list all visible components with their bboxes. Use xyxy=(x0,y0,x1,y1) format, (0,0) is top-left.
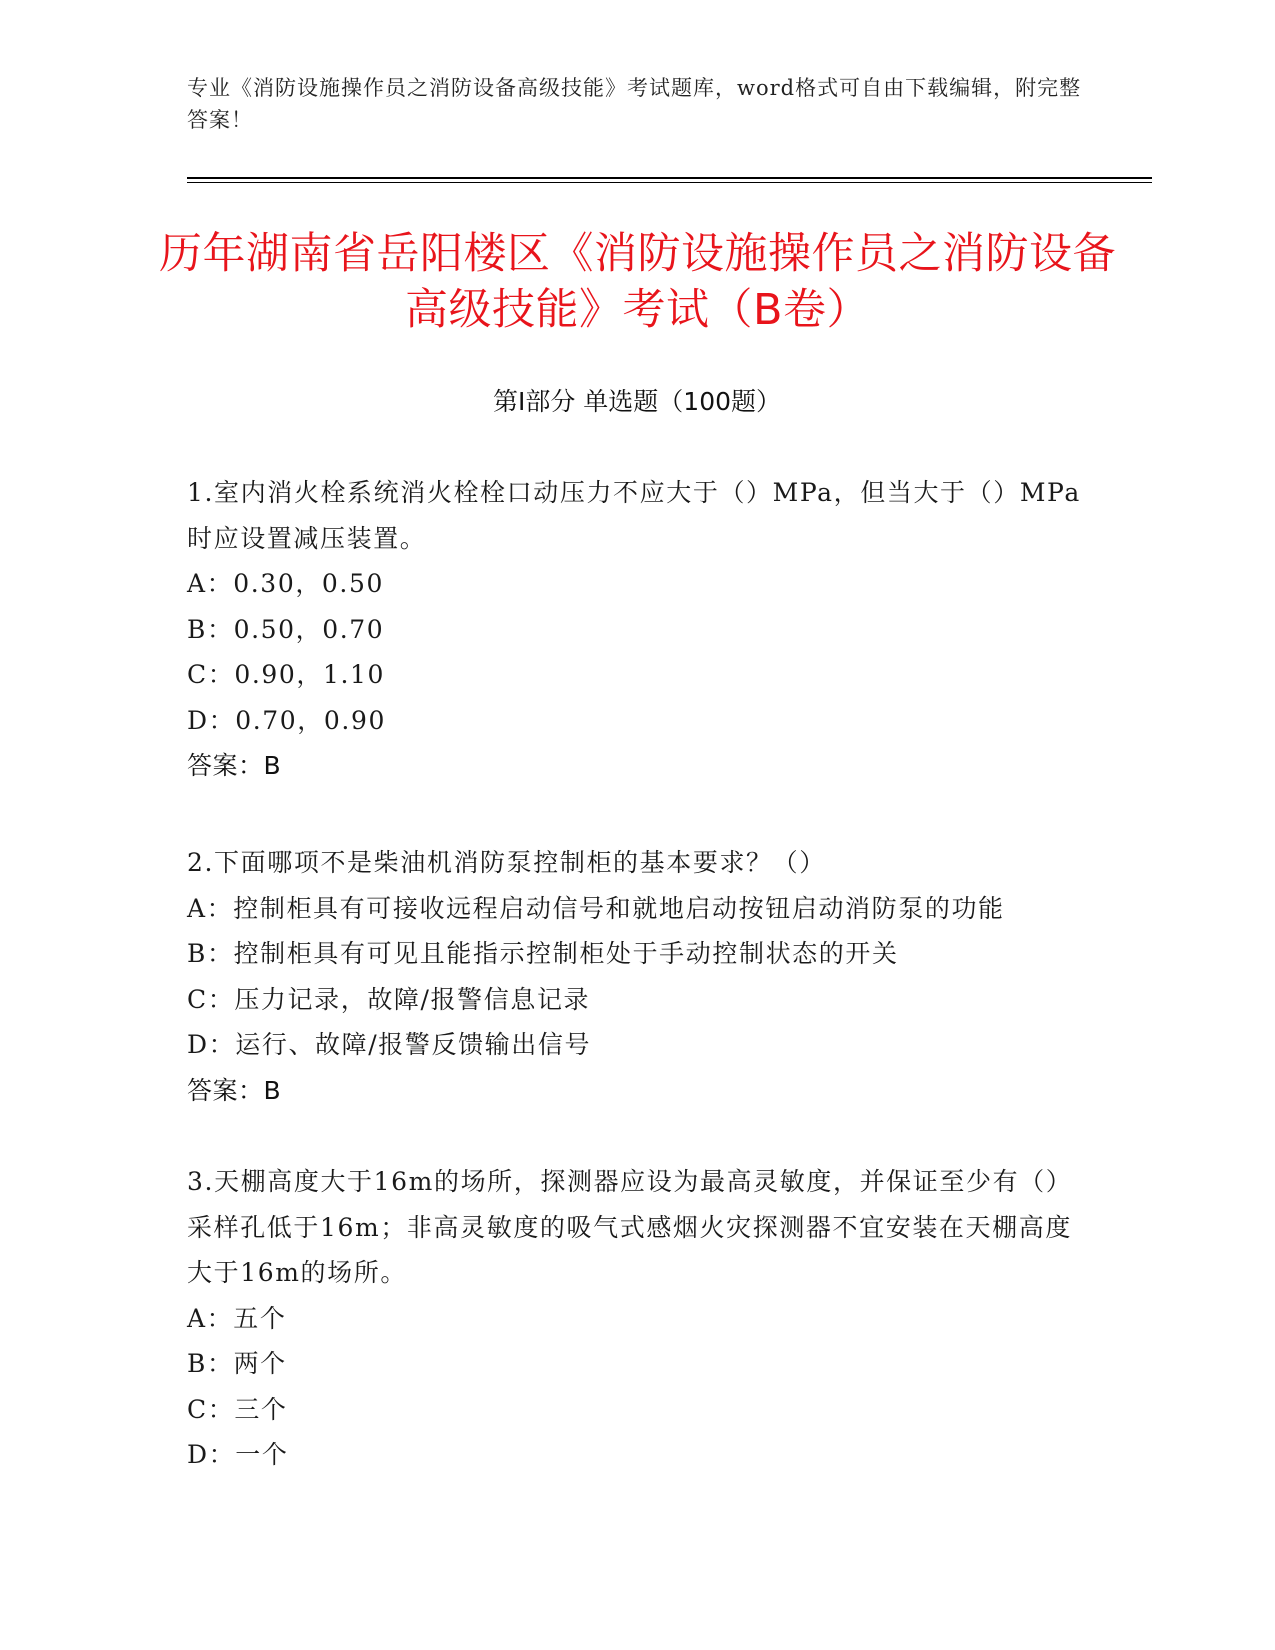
option-a: A：0.30，0.50 xyxy=(187,569,384,598)
question-stem: 1.室内消火栓系统消火栓栓口动压力不应大于（）MPa，但当大于（）MPa时应设置减压装置。 xyxy=(187,478,1081,553)
answer-line: 答案：B xyxy=(187,1075,282,1105)
answer-line: 答案：B xyxy=(187,751,282,780)
option-c: C：三个 xyxy=(187,1394,288,1424)
option-a: A：五个 xyxy=(187,1303,287,1333)
option-b: B：控制柜具有可见且能指示控制柜处于手动控制状态的开关 xyxy=(187,939,899,968)
option-c: C：压力记录，故障/报警信息记录 xyxy=(187,984,591,1014)
option-d: D：一个 xyxy=(187,1440,289,1469)
header-divider-thick xyxy=(187,177,1152,179)
section-heading: 第I部分 单选题（100题） xyxy=(492,387,782,416)
document-title: 历年湖南省岳阳楼区《消防设施操作员之消防设备高级技能》考试（B卷） xyxy=(159,229,1116,335)
option-b: B：0.50，0.70 xyxy=(187,614,385,644)
question-block xyxy=(187,470,1087,789)
option-a: A：控制柜具有可接收远程启动信号和就地启动按钮启动消防泵的功能 xyxy=(187,893,1005,923)
option-c: C：0.90，1.10 xyxy=(187,660,386,689)
option-d: D：运行、故障/报警反馈输出信号 xyxy=(187,1030,592,1059)
header-note: 专业《消防设施操作员之消防设备高级技能》考试题库，word格式可自由下载编辑，附完整答案！ xyxy=(187,76,1082,132)
option-b: B：两个 xyxy=(187,1349,287,1378)
question-block xyxy=(187,840,1087,1113)
question-block xyxy=(187,1159,1087,1478)
question-stem: 3.天棚高度大于16m的场所，探测器应设为最高灵敏度，并保证至少有（）采样孔低于16m；非高灵敏度的吸气式感烟火灾探测器不宜安装在天棚高度大于16m的场所。 xyxy=(187,1167,1073,1287)
header-divider-thin xyxy=(187,182,1152,183)
question-stem: 2.下面哪项不是柴油机消防泵控制柜的基本要求？（） xyxy=(187,848,826,877)
option-d: D：0.70，0.90 xyxy=(187,705,386,735)
